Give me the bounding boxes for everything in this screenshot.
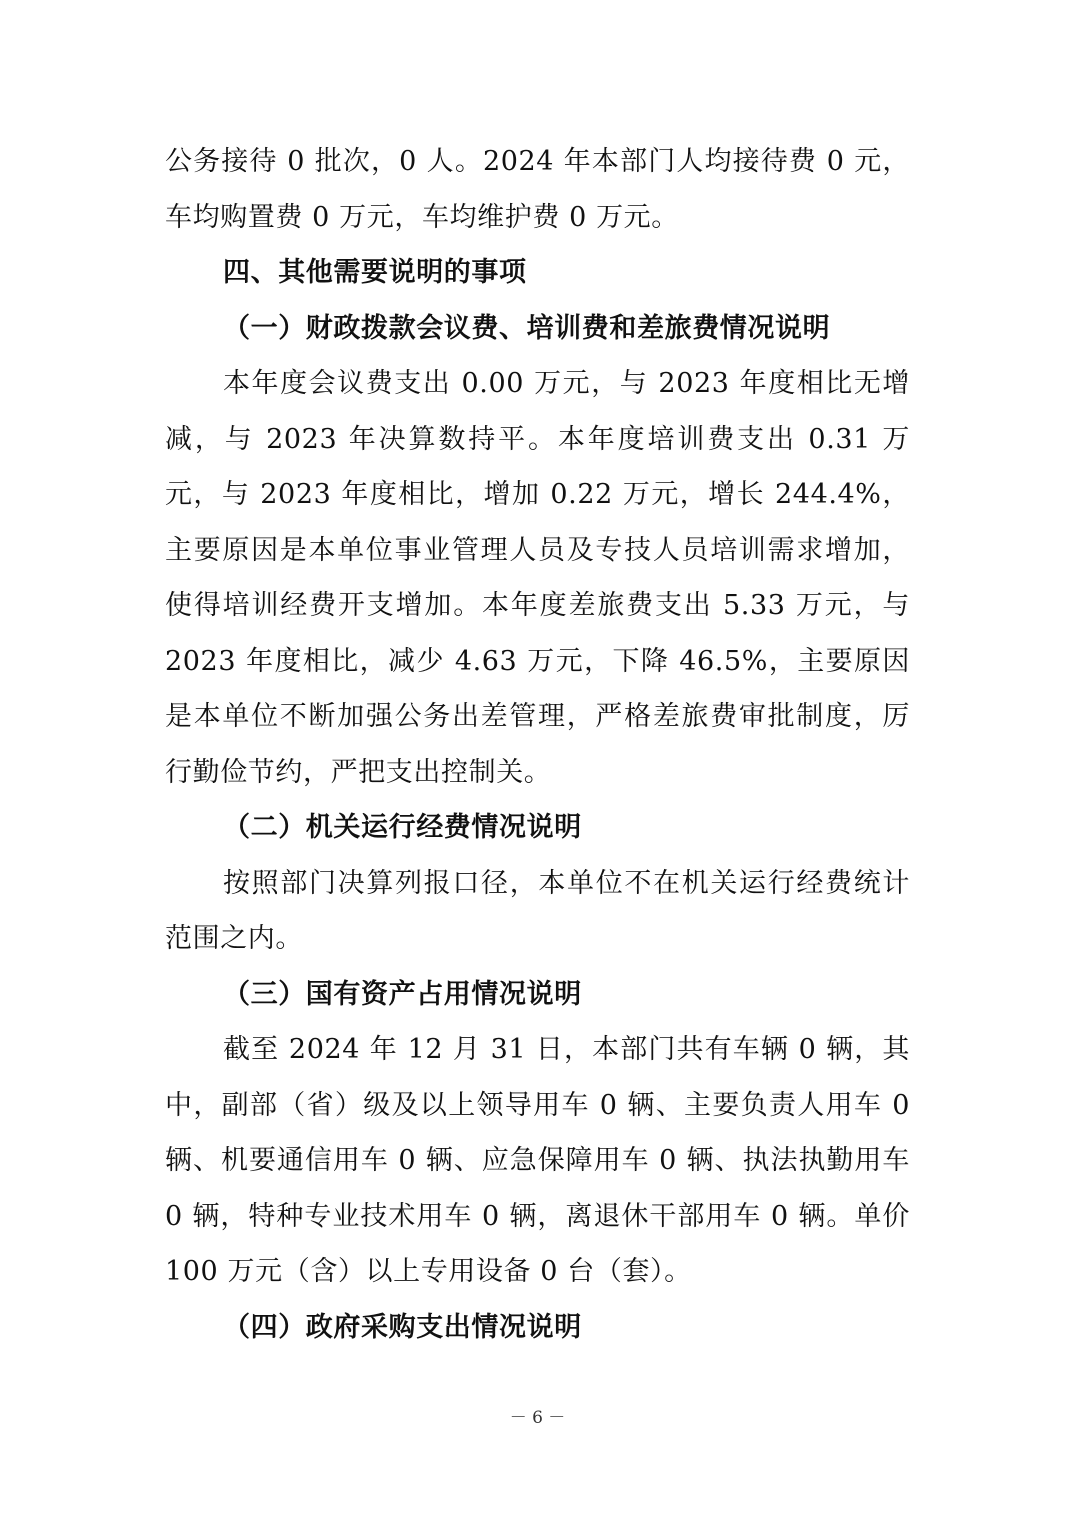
paragraph-meeting-training-travel: 本年度会议费支出 0.00 万元，与 2023 年度相比无增减，与 2023 年决算数持平。本年度培训费支出 0.31 万元，与 2023 年度相比，增加 0.22 万元，增长 244.4%，主要原因是本单位事业管理人员及专技人员培训需求增加，使得培训经费开支增加。本年度差旅费支出 5.33 万元，与 2023 年度相比，减少 4.63 万元，下降 46.5%，主要原因是本单位不断加强公务出差管理，严格差旅费审批制度，厉行勤俭节约，严把支出控制关。 [165,368,910,788]
paragraph-operating-expenses: 按照部门决算列报口径，本单位不在机关运行经费统计范围之内。 [165,867,910,954]
subheading-government-procurement: （四）政府采购支出情况说明 [223,1311,582,1343]
page-number: － 6 － [509,1408,566,1428]
paragraph-reception-summary: 公务接待 0 批次，0 人。2024 年本部门人均接待费 0 元，车均购置费 0 万元，车均维护费 0 万元。 [165,146,910,233]
subheading-state-assets: （三）国有资产占用情况说明 [223,978,582,1010]
document-body [165,134,910,1355]
paragraph-state-assets: 截至 2024 年 12 月 31 日，本部门共有车辆 0 辆，其中，副部（省）级及以上领导用车 0 辆、主要负责人用车 0 辆、机要通信用车 0 辆、应急保障用车 0 辆、执法执勤用车 0 辆，特种专业技术用车 0 辆，离退休干部用车 0 辆。单价 100 万元（含）以上专用设备 0 台（套）。 [165,1034,910,1287]
subheading-meeting-training-travel: （一）财政拨款会议费、培训费和差旅费情况说明 [223,312,831,344]
section-heading-other-matters: 四、其他需要说明的事项 [223,257,527,288]
subheading-operating-expenses: （二）机关运行经费情况说明 [223,812,582,843]
